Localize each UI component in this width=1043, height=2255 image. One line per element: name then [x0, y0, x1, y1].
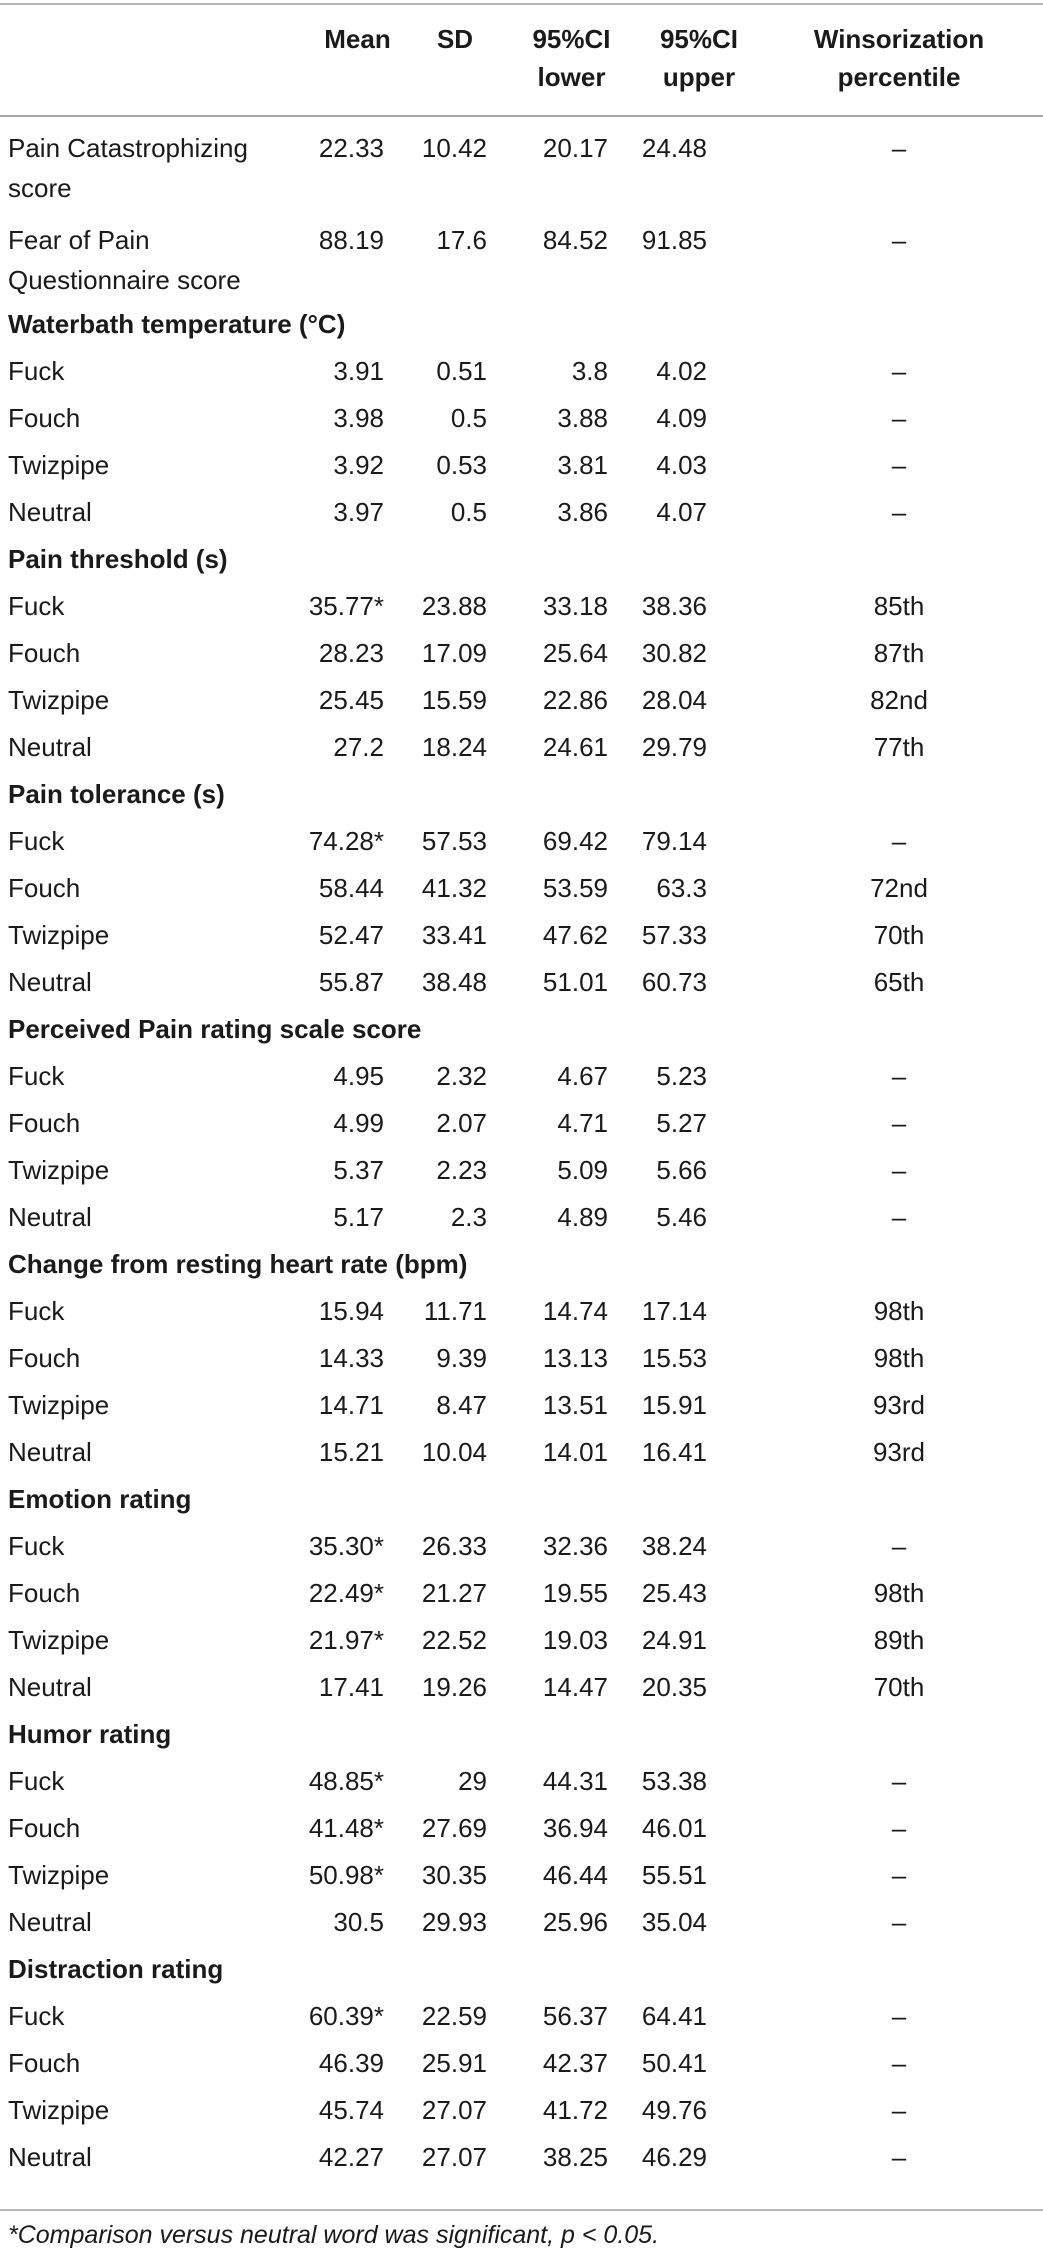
table-row [0, 1334, 1043, 1381]
row-label: Twizpipe [8, 684, 110, 715]
group-header-row [0, 1945, 1043, 1992]
mean-value: 21.97* [308, 1624, 384, 1655]
winsorization-value: 98th [873, 1342, 925, 1373]
sd-value: 38.48 [421, 966, 487, 997]
table-row [0, 208, 1043, 300]
mean-value: 27.2 [333, 731, 384, 762]
ci-lower-value: 44.31 [542, 1765, 608, 1796]
winsorization-value: – [891, 449, 907, 480]
ci-lower-value: 69.42 [542, 825, 608, 856]
sd-value: 8.47 [436, 1389, 487, 1420]
mean-value: 30.5 [333, 1906, 384, 1937]
table-row [0, 582, 1043, 629]
winsorization-value: – [891, 1530, 907, 1561]
ci-upper-value: 25.43 [641, 1577, 707, 1608]
winsorization-value: – [891, 1859, 907, 1890]
mean-value: 25.45 [318, 684, 384, 715]
ci-upper-value: 15.53 [641, 1342, 707, 1373]
ci-lower-value: 3.86 [557, 496, 608, 527]
ci-lower-value: 24.61 [542, 731, 608, 762]
header-ci-upper: 95%CI upper [659, 24, 739, 92]
ci-lower-value: 4.89 [557, 1201, 608, 1232]
mean-value: 58.44 [318, 872, 384, 903]
ci-upper-value: 38.24 [641, 1530, 707, 1561]
ci-upper-value: 30.82 [641, 637, 707, 668]
row-label: Twizpipe [8, 1859, 110, 1890]
mean-value: 15.21 [318, 1436, 384, 1467]
winsorization-value: – [891, 133, 907, 163]
ci-lower-value: 51.01 [542, 966, 608, 997]
table-row [0, 1757, 1043, 1804]
row-label: Twizpipe [8, 449, 110, 480]
table-row [0, 2039, 1043, 2086]
ci-upper-value: 49.76 [641, 2094, 707, 2125]
row-label: Neutral [8, 1671, 92, 1702]
ci-lower-value: 36.94 [542, 1812, 608, 1843]
ci-upper-value: 4.02 [656, 355, 707, 386]
ci-lower-value: 13.51 [542, 1389, 608, 1420]
header-ci-lower: 95%CI lower [532, 24, 611, 92]
winsorization-value: – [891, 2000, 907, 2031]
ci-lower-value: 20.17 [542, 133, 608, 163]
winsorization-value: 65th [873, 966, 925, 997]
sd-value: 9.39 [436, 1342, 487, 1373]
group-header-row [0, 300, 1043, 347]
sd-value: 22.59 [421, 2000, 487, 2031]
winsorization-value: – [891, 2141, 907, 2172]
group-title: Waterbath temperature (°C) [8, 308, 346, 339]
ci-upper-value: 24.91 [641, 1624, 707, 1655]
row-label: Fuck [8, 1530, 65, 1561]
table-row [0, 2086, 1043, 2133]
sd-value: 0.5 [450, 402, 487, 433]
header-winsorization: Winsorization percentile [813, 24, 985, 92]
sd-value: 57.53 [421, 825, 487, 856]
table-row [0, 1851, 1043, 1898]
sd-value: 2.23 [436, 1154, 487, 1185]
sd-value: 23.88 [421, 590, 487, 621]
winsorization-value: 93rd [872, 1389, 926, 1420]
group-header-row [0, 1475, 1043, 1522]
winsorization-value: – [891, 1906, 907, 1937]
table-row [0, 676, 1043, 723]
winsorization-value: – [891, 1765, 907, 1796]
ci-upper-value: 35.04 [641, 1906, 707, 1937]
mean-value: 4.95 [333, 1060, 384, 1091]
ci-upper-value: 46.01 [641, 1812, 707, 1843]
mean-value: 5.37 [333, 1154, 384, 1185]
table-row [0, 1428, 1043, 1475]
ci-lower-value: 38.25 [542, 2141, 608, 2172]
sd-value: 33.41 [421, 919, 487, 950]
ci-upper-value: 28.04 [641, 684, 707, 715]
group-title: Emotion rating [8, 1483, 192, 1514]
table-header [0, 0, 1043, 116]
winsorization-value: 89th [873, 1624, 925, 1655]
table-row [0, 2133, 1043, 2180]
ci-upper-value: 79.14 [641, 825, 707, 856]
group-title: Distraction rating [8, 1953, 224, 1984]
ci-upper-value: 5.27 [656, 1107, 707, 1138]
sd-value: 2.07 [436, 1107, 487, 1138]
sd-value: 2.32 [436, 1060, 487, 1091]
mean-value: 42.27 [318, 2141, 384, 2172]
mean-value: 14.71 [318, 1389, 384, 1420]
row-label: Neutral [8, 1906, 92, 1937]
table-row [0, 1287, 1043, 1334]
winsorization-value: 93rd [872, 1436, 926, 1467]
winsorization-value: 85th [873, 590, 925, 621]
winsorization-value: – [891, 496, 907, 527]
winsorization-value: 72nd [870, 872, 928, 903]
row-label: Fuck [8, 2000, 65, 2031]
row-label: Twizpipe [8, 1389, 110, 1420]
ci-lower-value: 46.44 [542, 1859, 608, 1890]
table-row [0, 817, 1043, 864]
row-label: Fuck [8, 825, 65, 856]
mean-value: 22.33 [318, 133, 384, 163]
sd-value: 27.07 [421, 2094, 487, 2125]
winsorization-value: – [891, 1201, 907, 1232]
mean-value: 52.47 [318, 919, 384, 950]
sd-value: 0.51 [436, 355, 487, 386]
winsorization-value: – [891, 825, 907, 856]
row-label: Twizpipe [8, 1154, 110, 1185]
group-header-row [0, 535, 1043, 582]
ci-lower-value: 5.09 [557, 1154, 608, 1185]
table-row [0, 1663, 1043, 1710]
ci-lower-value: 47.62 [542, 919, 608, 950]
bottom-rule [0, 2209, 1043, 2211]
ci-lower-value: 41.72 [542, 2094, 608, 2125]
sd-value: 27.07 [421, 2141, 487, 2172]
sd-value: 18.24 [421, 731, 487, 762]
mean-value: 45.74 [318, 2094, 384, 2125]
table-row [0, 441, 1043, 488]
winsorization-value: 82nd [870, 684, 928, 715]
mean-value: 3.91 [333, 355, 384, 386]
row-label: Fouch [8, 1342, 81, 1373]
table-row [0, 1616, 1043, 1663]
mean-value: 35.77* [308, 590, 384, 621]
winsorization-value: – [891, 355, 907, 386]
table-row [0, 394, 1043, 441]
winsorization-value: – [891, 1154, 907, 1185]
ci-lower-value: 4.67 [557, 1060, 608, 1091]
group-header-row [0, 770, 1043, 817]
ci-lower-value: 84.52 [542, 225, 608, 255]
sd-value: 26.33 [421, 1530, 487, 1561]
ci-lower-value: 13.13 [542, 1342, 608, 1373]
row-label: Fear of Pain Questionnaire score [8, 225, 241, 295]
ci-upper-value: 17.14 [641, 1295, 707, 1326]
mean-value: 15.94 [318, 1295, 384, 1326]
table-row [0, 864, 1043, 911]
ci-upper-value: 53.38 [641, 1765, 707, 1796]
row-label: Fouch [8, 1107, 81, 1138]
row-label: Fouch [8, 2047, 81, 2078]
ci-upper-value: 5.66 [656, 1154, 707, 1185]
winsorization-value: – [891, 402, 907, 433]
mean-value: 50.98* [308, 1859, 384, 1890]
mean-value: 5.17 [333, 1201, 384, 1232]
winsorization-value: 70th [873, 1671, 925, 1702]
row-label: Fouch [8, 1812, 81, 1843]
mean-value: 3.97 [333, 496, 384, 527]
ci-lower-value: 53.59 [542, 872, 608, 903]
winsorization-value: – [891, 2094, 907, 2125]
winsorization-value: – [891, 2047, 907, 2078]
sd-value: 21.27 [421, 1577, 487, 1608]
ci-lower-value: 3.81 [557, 449, 608, 480]
ci-lower-value: 3.8 [571, 355, 608, 386]
row-label: Fuck [8, 1765, 65, 1796]
ci-lower-value: 14.74 [542, 1295, 608, 1326]
winsorization-value: 87th [873, 637, 925, 668]
mean-value: 60.39* [308, 2000, 384, 2031]
ci-upper-value: 38.36 [641, 590, 707, 621]
group-title: Pain tolerance (s) [8, 778, 225, 809]
ci-lower-value: 33.18 [542, 590, 608, 621]
table-row [0, 629, 1043, 676]
sd-value: 11.71 [423, 1295, 487, 1326]
sd-value: 2.3 [450, 1201, 487, 1232]
winsorization-value: 77th [873, 731, 925, 762]
table-row [0, 1992, 1043, 2039]
ci-lower-value: 19.03 [542, 1624, 608, 1655]
ci-lower-value: 4.71 [557, 1107, 608, 1138]
table-row [0, 1193, 1043, 1240]
table-row [0, 1522, 1043, 1569]
mean-value: 28.23 [318, 637, 384, 668]
row-label: Fouch [8, 402, 81, 433]
sd-value: 17.09 [421, 637, 487, 668]
group-title: Pain threshold (s) [8, 543, 228, 574]
row-label: Neutral [8, 1436, 92, 1467]
group-title: Perceived Pain rating scale score [8, 1013, 422, 1044]
sd-value: 25.91 [421, 2047, 487, 2078]
mean-value: 41.48* [308, 1812, 384, 1843]
ci-upper-value: 4.07 [656, 496, 707, 527]
footnote: *Comparison versus neutral word was significant, p < 0.05. [8, 2221, 660, 2249]
ci-upper-value: 5.46 [656, 1201, 707, 1232]
ci-upper-value: 46.29 [641, 2141, 707, 2172]
row-label: Fuck [8, 1295, 65, 1326]
row-label: Neutral [8, 966, 92, 997]
mean-value: 17.41 [318, 1671, 384, 1702]
ci-upper-value: 91.85 [641, 225, 707, 255]
group-header-row [0, 1005, 1043, 1052]
ci-lower-value: 14.01 [542, 1436, 608, 1467]
ci-lower-value: 14.47 [542, 1671, 608, 1702]
ci-lower-value: 25.96 [542, 1906, 608, 1937]
mean-value: 88.19 [318, 225, 384, 255]
ci-upper-value: 63.3 [656, 872, 707, 903]
header-mean: Mean [324, 24, 391, 54]
ci-upper-value: 4.03 [656, 449, 707, 480]
sd-value: 17.6 [436, 225, 487, 255]
row-label: Fuck [8, 1060, 65, 1091]
group-header-row [0, 1710, 1043, 1757]
sd-value: 0.53 [436, 449, 487, 480]
row-label: Neutral [8, 496, 92, 527]
table-row [0, 1804, 1043, 1851]
sd-value: 29 [458, 1765, 487, 1796]
sd-value: 41.32 [421, 872, 487, 903]
mean-value: 55.87 [318, 966, 384, 997]
ci-upper-value: 50.41 [641, 2047, 707, 2078]
mean-value: 3.98 [333, 402, 384, 433]
sd-value: 22.52 [421, 1624, 487, 1655]
winsorization-value: 70th [873, 919, 925, 950]
winsorization-value: 98th [873, 1295, 925, 1326]
group-header-row [0, 1240, 1043, 1287]
table-row [0, 911, 1043, 958]
sd-value: 19.26 [421, 1671, 487, 1702]
table-row [0, 958, 1043, 1005]
table-row [0, 723, 1043, 770]
ci-upper-value: 15.91 [641, 1389, 707, 1420]
ci-upper-value: 57.33 [641, 919, 707, 950]
table-row [0, 1569, 1043, 1616]
sd-value: 27.69 [421, 1812, 487, 1843]
row-label: Twizpipe [8, 919, 110, 950]
winsorization-value: 98th [873, 1577, 925, 1608]
header-sd: SD [436, 24, 474, 54]
ci-upper-value: 60.73 [641, 966, 707, 997]
winsorization-value: – [891, 1060, 907, 1091]
table-row [0, 116, 1043, 208]
winsorization-value: – [891, 1812, 907, 1843]
ci-upper-value: 20.35 [641, 1671, 707, 1702]
mean-value: 48.85* [308, 1765, 384, 1796]
ci-upper-value: 64.41 [641, 2000, 707, 2031]
mean-value: 74.28* [308, 825, 384, 856]
ci-lower-value: 22.86 [542, 684, 608, 715]
table-row [0, 347, 1043, 394]
ci-upper-value: 5.23 [656, 1060, 707, 1091]
row-label: Twizpipe [8, 1624, 110, 1655]
row-label: Fouch [8, 1577, 81, 1608]
ci-upper-value: 29.79 [641, 731, 707, 762]
mean-value: 4.99 [333, 1107, 384, 1138]
table-row [0, 1898, 1043, 1945]
sd-value: 10.42 [421, 133, 487, 163]
table-body [0, 116, 1043, 2180]
sd-value: 30.35 [421, 1859, 487, 1890]
sd-value: 29.93 [421, 1906, 487, 1937]
row-label: Pain Catastrophizing score [8, 133, 248, 203]
header-empty [0, 0, 305, 116]
row-label: Fouch [8, 872, 81, 903]
mean-value: 14.33 [318, 1342, 384, 1373]
table-row [0, 1146, 1043, 1193]
ci-lower-value: 25.64 [542, 637, 608, 668]
ci-upper-value: 55.51 [641, 1859, 707, 1890]
table-row [0, 488, 1043, 535]
ci-lower-value: 19.55 [542, 1577, 608, 1608]
mean-value: 46.39 [318, 2047, 384, 2078]
row-label: Neutral [8, 2141, 92, 2172]
mean-value: 22.49* [308, 1577, 384, 1608]
row-label: Neutral [8, 731, 92, 762]
group-title: Humor rating [8, 1718, 172, 1749]
mean-value: 35.30* [308, 1530, 384, 1561]
ci-upper-value: 4.09 [656, 402, 707, 433]
ci-lower-value: 42.37 [542, 2047, 608, 2078]
ci-upper-value: 16.41 [641, 1436, 707, 1467]
table-row [0, 1381, 1043, 1428]
mean-value: 3.92 [333, 449, 384, 480]
winsorization-value: – [891, 1107, 907, 1138]
row-label: Fouch [8, 637, 81, 668]
table-row [0, 1099, 1043, 1146]
group-title: Change from resting heart rate (bpm) [8, 1248, 468, 1279]
sd-value: 10.04 [421, 1436, 487, 1467]
ci-lower-value: 56.37 [542, 2000, 608, 2031]
ci-lower-value: 3.88 [557, 402, 608, 433]
ci-lower-value: 32.36 [542, 1530, 608, 1561]
ci-upper-value: 24.48 [641, 133, 707, 163]
row-label: Fuck [8, 590, 65, 621]
sd-value: 0.5 [450, 496, 487, 527]
row-label: Fuck [8, 355, 65, 386]
row-label: Neutral [8, 1201, 92, 1232]
sd-value: 15.59 [421, 684, 487, 715]
winsorization-value: – [891, 225, 907, 255]
table-row [0, 1052, 1043, 1099]
row-label: Twizpipe [8, 2094, 110, 2125]
